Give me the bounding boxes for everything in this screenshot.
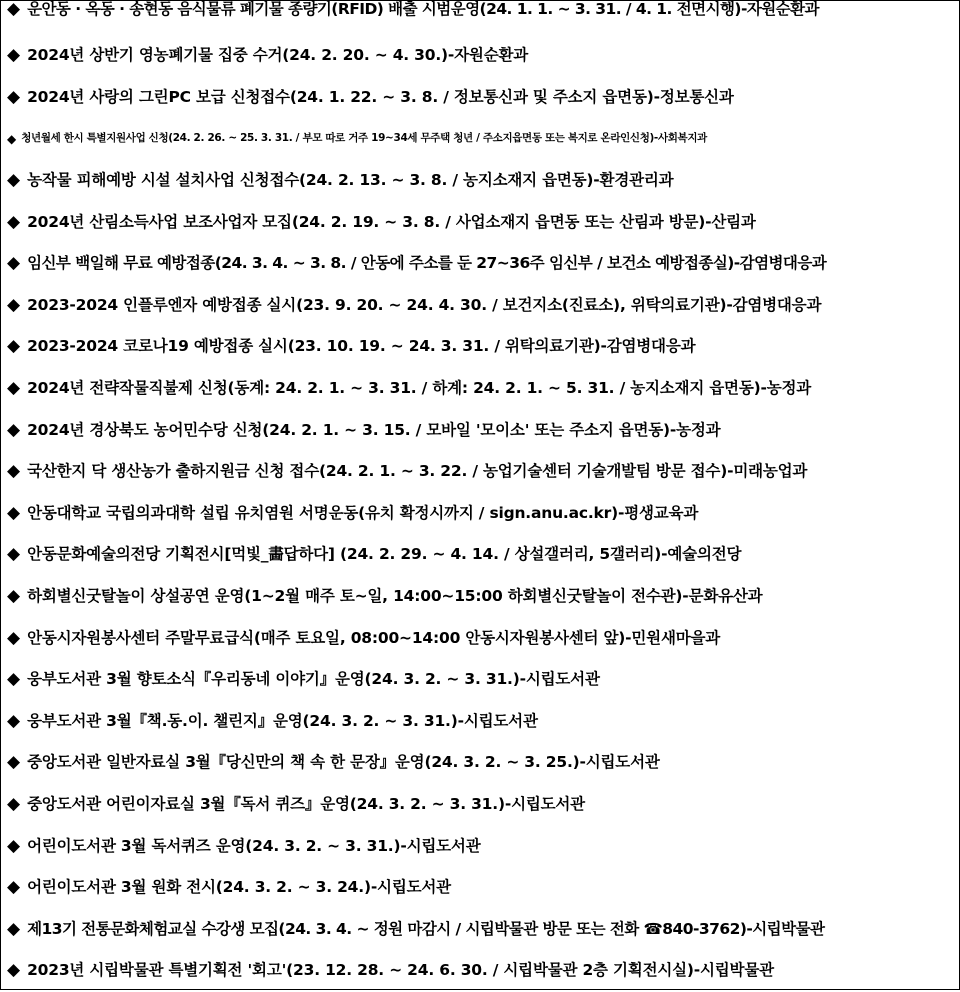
- diamond-bullet-icon: ◆: [7, 960, 21, 981]
- notice-text: 웅부도서관 3월 향토소식『우리동네 이야기』운영(24. 3. 2. ~ 3. 31.)-시립도서관: [27, 670, 600, 689]
- diamond-bullet-icon: ◆: [7, 835, 21, 856]
- notice-text: 2023-2024 코로나19 예방접종 실시(23. 10. 19. ~ 24. 3. 31. / 위탁의료기관)-감염병대응과: [27, 337, 696, 356]
- notice-item-book-sentence[interactable]: [1, 742, 959, 784]
- notice-text: 제13기 전통문화체험교실 수강생 모집(24. 3. 4. ~ 정원 마감시 / 시립박물관 방문 또는 전화 ☎840-3762)-시립박물관: [27, 919, 825, 938]
- diamond-bullet-icon: ◆: [7, 211, 21, 232]
- notice-item-strategic-crops[interactable]: [1, 368, 959, 410]
- notice-item-hanji-subsidy[interactable]: [1, 451, 959, 493]
- notice-text: 안동문화예술의전당 기획전시[먹빛_畵답하다] (24. 2. 29. ~ 4. 14. / 상설갤러리, 5갤러리)-예술의전당: [27, 545, 742, 564]
- notice-item-reading-quiz-children-library[interactable]: [1, 825, 959, 867]
- diamond-bullet-icon: ◆: [7, 918, 21, 939]
- notice-text: 국산한지 닥 생산농가 출하지원금 신청 접수(24. 2. 1. ~ 3. 22. / 농업기술센터 기술개발팀 방문 접수)-미래농업과: [27, 462, 808, 481]
- diamond-bullet-icon: ◆: [7, 586, 21, 607]
- diamond-bullet-icon: ◆: [7, 502, 21, 523]
- notice-text: 임신부 백일해 무료 예방접종(24. 3. 4. ~ 3. 8. / 안동에 주소를 둔 27~36주 임신부 / 보건소 예방접종실)-감염병대응과: [27, 254, 827, 273]
- notice-item-farm-waste[interactable]: [1, 35, 959, 77]
- notice-item-green-pc[interactable]: [1, 77, 959, 119]
- diamond-bullet-icon: ◆: [7, 170, 21, 191]
- notice-text: 웅부도서관 3월『책.동.이. 챌린지』운영(24. 3. 2. ~ 3. 31.)-시립도서관: [27, 711, 538, 730]
- diamond-bullet-icon: ◆: [7, 45, 21, 66]
- notice-item-book-challenge[interactable]: [1, 701, 959, 743]
- diamond-bullet-icon: ◆: [7, 544, 21, 565]
- notice-item-museum-exhibition[interactable]: [1, 950, 959, 992]
- notice-text: 2024년 경상북도 농어민수당 신청(24. 2. 1. ~ 3. 15. / 모바일 '모이소' 또는 주소지 읍면동)-농정과: [27, 420, 721, 439]
- diamond-bullet-icon: ◆: [7, 378, 21, 399]
- notice-text: 안동시자원봉사센터 주말무료급식(매주 토요일, 08:00~14:00 안동시자원봉사센터 앞)-민원새마을과: [27, 628, 721, 647]
- notice-text: 2024년 전략작물직불제 신청(동계: 24. 2. 1. ~ 3. 31. / 하계: 24. 2. 1. ~ 5. 31. / 농지소재지 읍면동)-농정과: [27, 379, 812, 398]
- notice-text: 중앙도서관 어린이자료실 3월『독서 퀴즈』운영(24. 3. 2. ~ 3. 31.)-시립도서관: [27, 794, 585, 813]
- notice-item-youth-rent[interactable]: [1, 118, 959, 160]
- notice-text: 운안동 · 옥동 · 송현동 음식물류 폐기물 종량기(RFID) 배출 시범운영(24. 1. 1. ~ 3. 31. / 4. 1. 전면시행)-자원순환과: [27, 1, 819, 18]
- diamond-bullet-icon: ◆: [7, 669, 21, 690]
- diamond-bullet-icon: ◆: [7, 253, 21, 274]
- notice-item-arts-exhibition[interactable]: [1, 534, 959, 576]
- notice-item-influenza-vaccine[interactable]: [1, 285, 959, 327]
- notice-item-mask-dance[interactable]: [1, 576, 959, 618]
- diamond-bullet-icon: ◆: [7, 1, 21, 19]
- notice-text: 2023-2024 인플루엔자 예방접종 실시(23. 9. 20. ~ 24. 4. 30. / 보건지소(진료소), 위탁의료기관)-감염병대응과: [27, 295, 822, 314]
- notice-item-forest-income[interactable]: [1, 201, 959, 243]
- notice-text: 농작물 피해예방 시설 설치사업 신청접수(24. 2. 13. ~ 3. 8. / 농지소재지 읍면동)-환경관리과: [27, 171, 674, 190]
- notice-text: 2024년 상반기 영농폐기물 집중 수거(24. 2. 20. ~ 4. 30.)-자원순환과: [27, 46, 529, 65]
- notice-text: 2023년 시립박물관 특별기획전 '회고'(23. 12. 28. ~ 24. 6. 30. / 시립박물관 2층 기획전시실)-시립박물관: [27, 961, 774, 980]
- notice-item-reading-quiz-children-room[interactable]: [1, 784, 959, 826]
- notice-text: 하회별신굿탈놀이 상설공연 운영(1~2월 매주 토~일, 14:00~15:00 하회별신굿탈놀이 전수관)-문화유산과: [27, 586, 763, 605]
- notice-text: 어린이도서관 3월 원화 전시(24. 3. 2. ~ 3. 24.)-시립도서관: [27, 878, 451, 897]
- notice-text: 2024년 산림소득사업 보조사업자 모집(24. 2. 19. ~ 3. 8. / 사업소재지 읍면동 또는 산림과 방문)-산림과: [27, 212, 756, 231]
- notice-item-local-news-program[interactable]: [1, 659, 959, 701]
- notice-item-culture-class[interactable]: [1, 908, 959, 950]
- notice-text: 어린이도서관 3월 독서퀴즈 운영(24. 3. 2. ~ 3. 31.)-시립도서관: [27, 836, 481, 855]
- notice-item-food-waste-rfid[interactable]: [1, 1, 959, 35]
- notice-text: 2024년 사랑의 그린PC 보급 신청접수(24. 1. 22. ~ 3. 8. / 정보통신과 및 주소지 읍면동)-정보통신과: [27, 87, 734, 106]
- diamond-bullet-icon: ◆: [7, 627, 21, 648]
- diamond-bullet-icon: ◆: [7, 752, 21, 773]
- notice-item-original-art-exhibit[interactable]: [1, 867, 959, 909]
- diamond-bullet-icon: ◆: [7, 86, 21, 107]
- notice-text: 중앙도서관 일반자료실 3월『당신만의 책 속 한 문장』운영(24. 3. 2. ~ 3. 25.)-시립도서관: [27, 753, 660, 772]
- diamond-bullet-icon: ◆: [7, 710, 21, 731]
- notice-text: 청년월세 한시 특별지원사업 신청(24. 2. 26. ~ 25. 3. 31. / 부모 따로 거주 19~34세 무주택 청년 / 주소지읍면동 또는 복지로 온라인신청)-사회복지과: [21, 132, 707, 145]
- notice-item-pertussis-vaccine[interactable]: [1, 243, 959, 285]
- notice-item-farmer-allowance[interactable]: [1, 409, 959, 451]
- diamond-bullet-icon: ◆: [7, 877, 21, 898]
- notice-item-medical-school-petition[interactable]: [1, 493, 959, 535]
- notice-text: 안동대학교 국립의과대학 설립 유치염원 서명운동(유치 확정시까지 / sign.anu.ac.kr)-평생교육과: [27, 503, 699, 522]
- diamond-bullet-icon: ◆: [7, 294, 21, 315]
- diamond-bullet-icon: ◆: [7, 419, 21, 440]
- notice-item-free-meals[interactable]: [1, 617, 959, 659]
- diamond-bullet-icon: ◆: [7, 131, 17, 146]
- diamond-bullet-icon: ◆: [7, 793, 21, 814]
- diamond-bullet-icon: ◆: [7, 461, 21, 482]
- notice-item-crop-damage[interactable]: [1, 160, 959, 202]
- notice-item-covid-vaccine[interactable]: [1, 326, 959, 368]
- diamond-bullet-icon: ◆: [7, 336, 21, 357]
